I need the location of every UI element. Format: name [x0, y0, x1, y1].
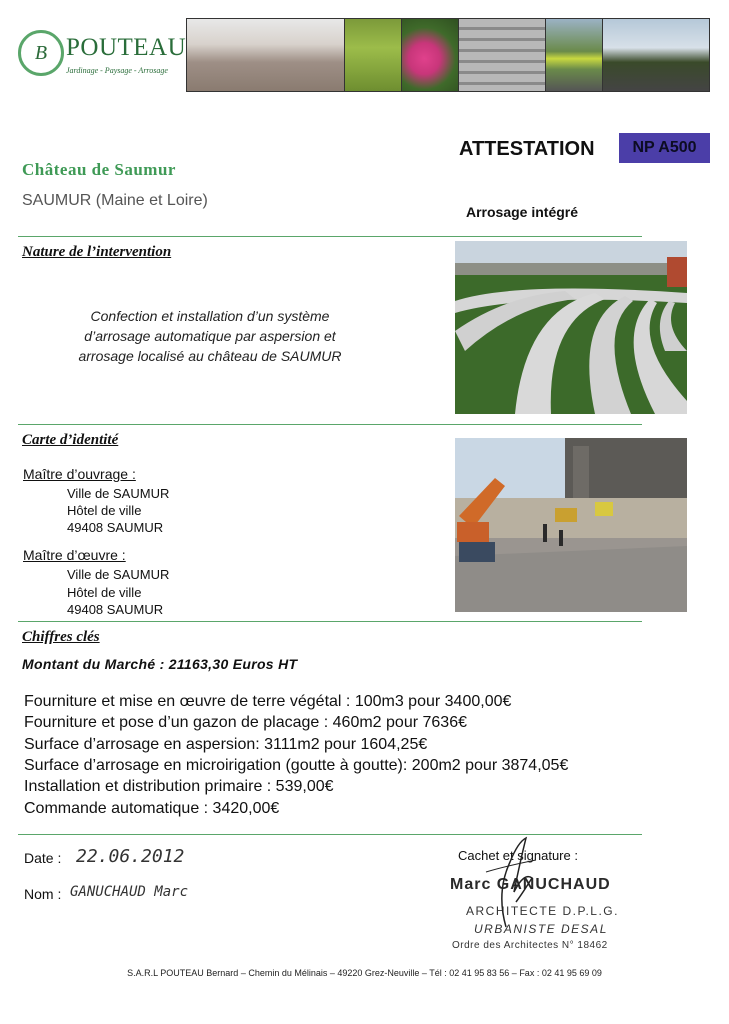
- header-photo-strip: [186, 18, 710, 92]
- header-photo-terrace: [187, 19, 345, 91]
- figure-line: Commande automatique : 3420,00€: [24, 800, 280, 817]
- certificate-type: Arrosage intégré: [466, 204, 579, 220]
- owner-label: Maître d’ouvrage :: [23, 466, 136, 482]
- figure-line: Fourniture et mise en œuvre de terre végétal : 100m3 pour 3400,00€: [24, 693, 512, 710]
- company-tagline: Jardinage - Paysage - Arrosage: [66, 66, 168, 75]
- nature-line: d’arrosage automatique par aspersion et: [84, 328, 336, 344]
- nature-line: Confection et installation d’un système: [90, 308, 330, 324]
- header-photo-worker: [546, 19, 603, 91]
- date-value: 22.06.2012: [76, 846, 185, 867]
- signature-scribble-icon: [476, 832, 546, 932]
- name-value: GANUCHAUD Marc: [70, 884, 189, 900]
- divider: [18, 236, 642, 237]
- contractor-address-line: Hôtel de ville: [67, 585, 142, 600]
- header-photo-steps: [459, 19, 546, 91]
- stamp-order-number: Ordre des Architectes N° 18462: [452, 940, 608, 951]
- site-place: SAUMUR (Maine et Loire): [22, 192, 208, 209]
- section-heading-identity: Carte d’identité: [22, 432, 119, 448]
- contractor-label: Maître d’œuvre :: [23, 547, 126, 563]
- section-heading-nature: Nature de l’intervention: [22, 244, 172, 260]
- logo-initials: B: [34, 41, 48, 64]
- section-heading-figures: Chiffres clés: [22, 629, 100, 645]
- company-name: POUTEAU: [66, 34, 187, 61]
- photo-terraced-lawn: [455, 241, 687, 414]
- certificate-code: NP A500: [632, 139, 697, 156]
- contractor-address-line: Ville de SAUMUR: [67, 567, 170, 582]
- header-photo-flowers: [402, 19, 459, 91]
- divider: [18, 424, 642, 425]
- stamp-subtitle: URBANISTE DESAL: [474, 922, 608, 936]
- stamp-label: Cachet et signature :: [458, 848, 578, 863]
- stamp-name: Marc GANUCHAUD: [450, 876, 611, 893]
- owner-address-line: 49408 SAUMUR: [67, 520, 164, 535]
- photo-construction-site: [455, 438, 687, 612]
- photo-construction-site-drawing: [455, 438, 687, 612]
- site-name: Château de Saumur: [22, 160, 176, 179]
- owner-address-line: Hôtel de ville: [67, 503, 142, 518]
- nature-description: [40, 306, 380, 366]
- header-photo-lawn: [345, 19, 402, 91]
- company-logo-icon: [18, 30, 64, 76]
- header-photo-field: [603, 19, 709, 91]
- contractor-address-line: 49408 SAUMUR: [67, 602, 164, 617]
- figure-line: Surface d’arrosage en microirigation (goutte à goutte): 200m2 pour 3874,05€: [24, 757, 569, 774]
- figure-line: Fourniture et pose d’un gazon de placage : 460m2 pour 7636€: [24, 714, 467, 731]
- divider: [18, 834, 642, 835]
- divider: [18, 621, 642, 622]
- figure-line: Surface d’arrosage en aspersion: 3111m2 pour 1604,25€: [24, 736, 428, 753]
- footer-contact: S.A.R.L POUTEAU Bernard – Chemin du Mélinais – 49220 Grez-Neuville – Tél : 02 41 95 83 56 – Fax : 02 41 95 69 09: [127, 968, 602, 978]
- photo-terraced-lawn-drawing: [455, 241, 687, 414]
- certificate-title: ATTESTATION: [459, 138, 595, 160]
- certificate-code-badge: [619, 133, 710, 163]
- nature-line: arrosage localisé au château de SAUMUR: [78, 348, 342, 364]
- name-label: Nom :: [24, 886, 62, 902]
- owner-address-line: Ville de SAUMUR: [67, 486, 170, 501]
- date-label: Date :: [24, 850, 62, 866]
- contract-amount: Montant du Marché : 21163,30 Euros HT: [22, 656, 298, 672]
- figure-line: Installation et distribution primaire : 539,00€: [24, 778, 334, 795]
- stamp-title: ARCHITECTE D.P.L.G.: [466, 904, 619, 918]
